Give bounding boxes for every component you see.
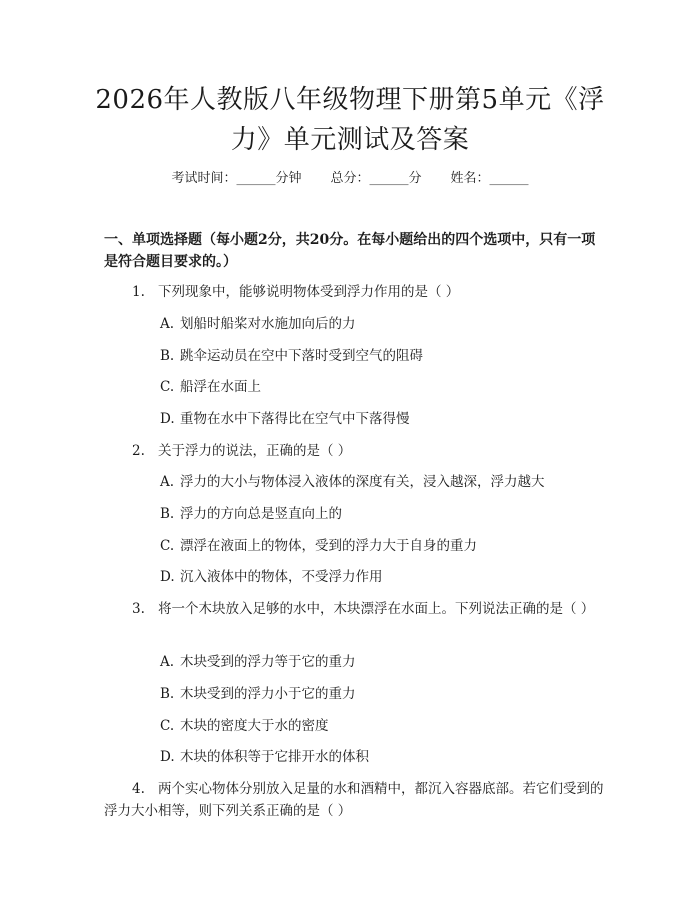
student-name-label: 姓名：______ <box>450 171 529 186</box>
question-3-option-b <box>160 684 610 704</box>
option-text: 划船时船桨对水施加向后的力 <box>180 316 356 332</box>
question-3-option-c <box>160 716 610 736</box>
option-text: 木块受到的浮力等于它的重力 <box>180 654 356 670</box>
question-2-option-d <box>160 567 610 587</box>
question-1-option-b <box>160 346 610 366</box>
question-1-option-c <box>160 377 610 397</box>
option-label: D. <box>160 569 175 585</box>
option-text: 沉入液体中的物体，不受浮力作用 <box>180 569 383 585</box>
option-label: A. <box>160 474 175 490</box>
section-heading-single-choice: 一、单项选择题（每小题2分，共20分。在每小题给出的四个选项中，只有一项是符合题目要求的。） <box>104 232 596 270</box>
exam-meta <box>0 170 700 188</box>
option-label: C. <box>160 718 175 734</box>
question-number: 4. <box>132 781 145 797</box>
question-number: 3. <box>132 601 145 617</box>
question-3 <box>104 598 609 620</box>
option-label: B. <box>160 506 175 522</box>
total-score-label: 总分：______分 <box>330 171 422 186</box>
option-text: 木块的体积等于它排开水的体积 <box>180 749 369 765</box>
question-2-option-c <box>160 536 610 556</box>
option-text: 木块受到的浮力小于它的重力 <box>180 686 356 702</box>
question-1 <box>104 281 609 303</box>
question-2-option-b <box>160 504 610 524</box>
question-text: 下列现象中，能够说明物体受到浮力作用的是（ ） <box>158 284 460 300</box>
question-text: 关于浮力的说法，正确的是（ ） <box>158 443 352 459</box>
option-label: C. <box>160 379 175 395</box>
option-text: 跳伞运动员在空中下落时受到空气的阻碍 <box>180 348 423 364</box>
option-label: D. <box>160 749 175 765</box>
question-2-option-a <box>160 472 610 492</box>
question-4 <box>104 778 609 822</box>
exam-time-label: 考试时间：______分钟 <box>171 171 302 186</box>
question-1-option-a <box>160 314 610 334</box>
question-text: 两个实心物体分别放入足量的水和酒精中，都沉入容器底部。若它们受到的浮力大小相等，则下列关系正确的是（ ） <box>104 781 604 819</box>
option-label: D. <box>160 411 175 427</box>
option-text: 木块的密度大于水的密度 <box>180 718 329 734</box>
option-text: 船浮在水面上 <box>180 379 261 395</box>
question-text: 将一个木块放入足够的水中，木块漂浮在水面上。下列说法正确的是（ ） <box>158 601 595 617</box>
question-3-option-d <box>160 747 610 767</box>
option-label: A. <box>160 316 175 332</box>
option-text: 浮力的大小与物体浸入液体的深度有关，浸入越深，浮力越大 <box>180 474 545 490</box>
exam-title: 2026年人教版八年级物理下册第5单元《浮力》单元测试及答案 <box>95 85 605 155</box>
option-label: C. <box>160 538 175 554</box>
question-2 <box>104 440 609 462</box>
question-1-option-d <box>160 409 610 429</box>
question-3-option-a <box>160 652 610 672</box>
question-number: 2. <box>132 443 145 459</box>
question-number: 1. <box>132 284 145 300</box>
option-label: B. <box>160 686 175 702</box>
option-text: 重物在水中下落得比在空气中下落得慢 <box>180 411 410 427</box>
option-label: B. <box>160 348 175 364</box>
option-text: 浮力的方向总是竖直向上的 <box>180 506 342 522</box>
option-label: A. <box>160 654 175 670</box>
option-text: 漂浮在液面上的物体，受到的浮力大于自身的重力 <box>180 538 477 554</box>
